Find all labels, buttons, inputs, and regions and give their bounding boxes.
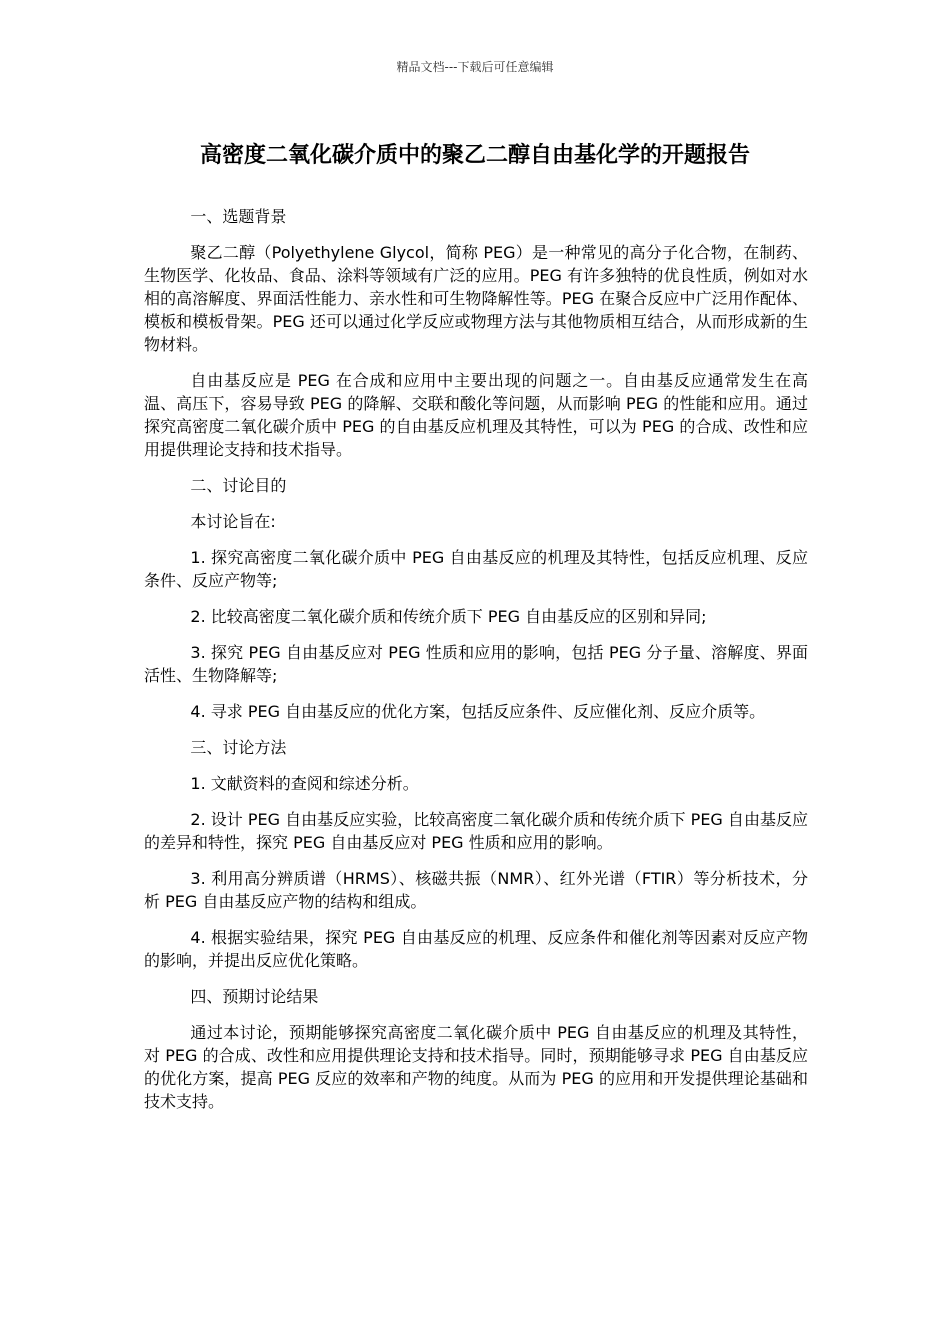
list-item-purpose-4: 4. 寻求 PEG 自由基反应的优化方案，包括反应条件、反应催化剂、反应介质等。	[190, 702, 766, 721]
list-item-purpose-3: 3. 探究 PEG 自由基反应对 PEG 性质和应用的影响，包括 PEG 分子量、溶解度、界面活性、生物降解等;	[144, 643, 808, 685]
document-title: 高密度二氧化碳介质中的聚乙二醇自由基化学的开题报告	[199, 143, 750, 168]
list-item-purpose-2: 2. 比较高密度二氧化碳介质和传统介质下 PEG 自由基反应的区别和异同;	[190, 607, 707, 626]
section-heading-methods: 三、讨论方法	[190, 738, 287, 757]
section-heading-purpose: 二、讨论目的	[190, 476, 287, 495]
paragraph-expected-results: 通过本讨论，预期能够探究高密度二氧化碳介质中 PEG 自由基反应的机理及其特性，对 PEG 的合成、改性和应用提供理论支持和技术指导。同时，预期能够寻求 PEG 自由基反应的优化方案，提高 PEG 反应的效率和产物的纯度。从而为 PEG 的应用和开发提供理论基础和技术支持。	[144, 1023, 808, 1111]
list-item-method-3: 3. 利用高分辨质谱（HRMS）、核磁共振（NMR）、红外光谱（FTIR）等分析技术，分析 PEG 自由基反应产物的结构和组成。	[144, 869, 808, 911]
section-heading-expected-results: 四、预期讨论结果	[190, 987, 319, 1006]
paragraph-purpose-intro: 本讨论旨在:	[190, 512, 276, 531]
list-item-method-1: 1. 文献资料的查阅和综述分析。	[190, 774, 419, 793]
document-body	[144, 205, 808, 1126]
paragraph-radical-problem: 自由基反应是 PEG 在合成和应用中主要出现的问题之一。自由基反应通常发生在高温、高压下，容易导致 PEG 的降解、交联和酸化等问题，从而影响 PEG 的性能和应用。通过探究高密度二氧化碳介质中 PEG 的自由基反应机理及其特性，可以为 PEG 的合成、改性和应用提供理论支持和技术指导。	[144, 371, 808, 459]
page-header: 精品文档---下载后可任意编辑	[396, 60, 554, 74]
list-item-purpose-1: 1. 探究高密度二氧化碳介质中 PEG 自由基反应的机理及其特性，包括反应机理、反应条件、反应产物等;	[144, 548, 808, 590]
paragraph-peg-intro: 聚乙二醇（Polyethylene Glycol，简称 PEG）是一种常见的高分子化合物，在制药、生物医学、化妆品、食品、涂料等领域有广泛的应用。PEG 有许多独特的优良性质，例如对水相的高溶解度、界面活性能力、亲水性和可生物降解性等。PEG 在聚合反应中广泛用作配体、模板和模板骨架。PEG 还可以通过化学反应或物理方法与其他物质相互结合，从而形成新的生物材料。	[144, 243, 808, 354]
list-item-method-4: 4. 根据实验结果，探究 PEG 自由基反应的机理、反应条件和催化剂等因素对反应产物的影响，并提出反应优化策略。	[144, 928, 808, 970]
section-heading-background: 一、选题背景	[190, 207, 287, 226]
list-item-method-2: 2. 设计 PEG 自由基反应实验，比较高密度二氧化碳介质和传统介质下 PEG 自由基反应的差异和特性，探究 PEG 自由基反应对 PEG 性质和应用的影响。	[144, 810, 808, 852]
